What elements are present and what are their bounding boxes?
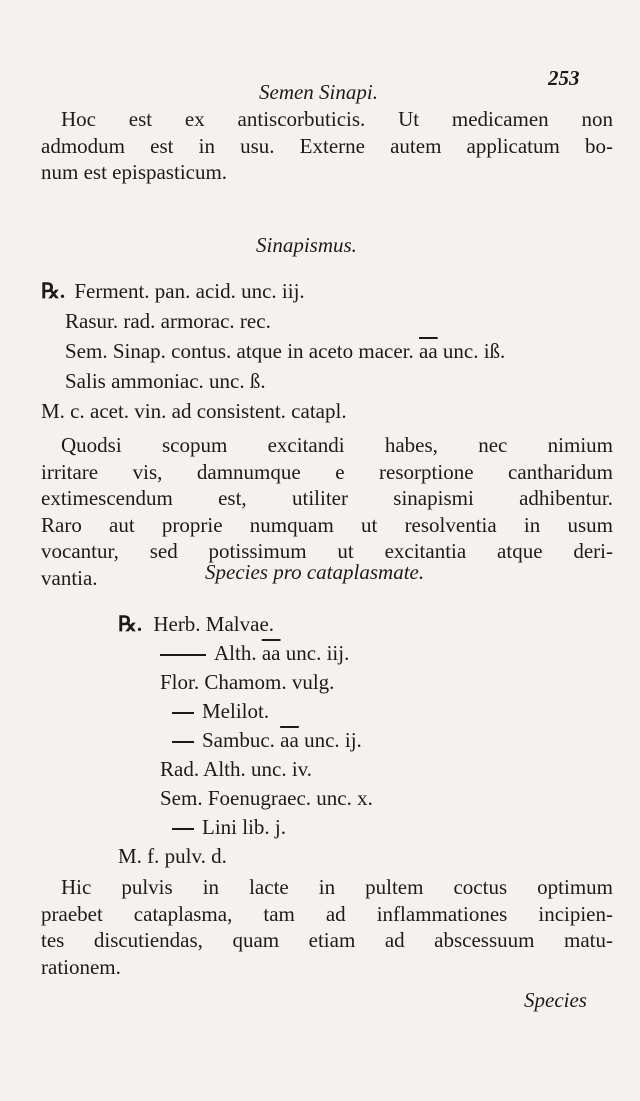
recipe2-line: Melilot. bbox=[172, 696, 269, 726]
text-line: irritare vis, damnumque e resorptione cantharidum bbox=[41, 459, 613, 484]
recipe-symbol: ℞. bbox=[118, 612, 143, 636]
recipe2-line: Sambuc. $\overline{aa}$ unc. ij. bbox=[172, 725, 362, 755]
intro-paragraph bbox=[41, 106, 613, 186]
recipe1-line: ℞. Ferment. pan. acid. unc. iij. bbox=[41, 279, 305, 303]
running-head: Semen Sinapi. bbox=[259, 80, 378, 104]
ditto-dash bbox=[172, 828, 194, 830]
text-line: vantia. bbox=[41, 565, 98, 590]
text-line: extimescendum est, utiliter sinapismi adhibentur. bbox=[41, 486, 613, 510]
ana-mark: $\overline{aa}$ bbox=[419, 339, 438, 363]
recipe1-line: Salis ammoniac. unc. ß. bbox=[65, 369, 266, 393]
text-line: Hic pulvis in lacte in pultem coctus optimum bbox=[61, 875, 613, 899]
text-line: praebet cataplasma, tam ad inflammationes incipien- bbox=[41, 901, 613, 926]
ana-mark: $\overline{aa}$ bbox=[261, 641, 281, 665]
text-line: rationem. bbox=[41, 954, 121, 979]
text-line: admodum est in usu. Externe autem applicatum bo- bbox=[41, 133, 613, 158]
text-line: Hoc est ex antiscorbuticis. Ut medicamen non bbox=[61, 107, 613, 131]
recipe2-line: ℞. Herb. Malvae. bbox=[118, 612, 275, 636]
ditto-dash bbox=[160, 654, 206, 656]
closing-paragraph bbox=[41, 874, 613, 980]
recipe2-line: M. f. pulv. d. bbox=[118, 844, 227, 868]
recipe-symbol: ℞. bbox=[41, 279, 66, 303]
page-number: 253 bbox=[548, 66, 580, 90]
recipe2-line: Flor. Chamom. vulg. bbox=[160, 670, 335, 694]
section-title-sinapismus: Sinapismus. bbox=[256, 233, 357, 257]
ditto-dash bbox=[172, 741, 194, 743]
recipe1-line: Sem. Sinap. contus. atque in aceto macer. $\overline{aa}$ unc. iß. bbox=[65, 339, 506, 363]
ditto-dash bbox=[172, 712, 194, 714]
text-line: Quodsi scopum excitandi habes, nec nimium bbox=[61, 433, 613, 457]
text-line: vocantur, sed potissimum ut excitantia atque deri- bbox=[41, 539, 613, 563]
recipe2-line: Alth. $\overline{aa}$ unc. iij. bbox=[160, 638, 349, 668]
section-title-species: Species pro cataplasmate. bbox=[205, 560, 425, 584]
recipe2-line: Lini lib. j. bbox=[172, 812, 286, 842]
recipe2-line: Sem. Foenugraec. unc. x. bbox=[160, 786, 373, 810]
catchword: Species bbox=[524, 988, 587, 1012]
text-line: num est epispasticum. bbox=[41, 160, 228, 184]
ana-mark: $\overline{aa}$ bbox=[280, 728, 299, 752]
text-line: Raro aut proprie numquam ut resolventia in usum bbox=[41, 512, 613, 537]
text-line: tes discutiendas, quam etiam ad abscessuum matu- bbox=[41, 928, 613, 952]
recipe1-line: M. c. acet. vin. ad consistent. catapl. bbox=[41, 399, 347, 423]
recipe1-line: Rasur. rad. armorac. rec. bbox=[65, 309, 271, 333]
recipe2-line: Rad. Alth. unc. iv. bbox=[160, 757, 313, 781]
